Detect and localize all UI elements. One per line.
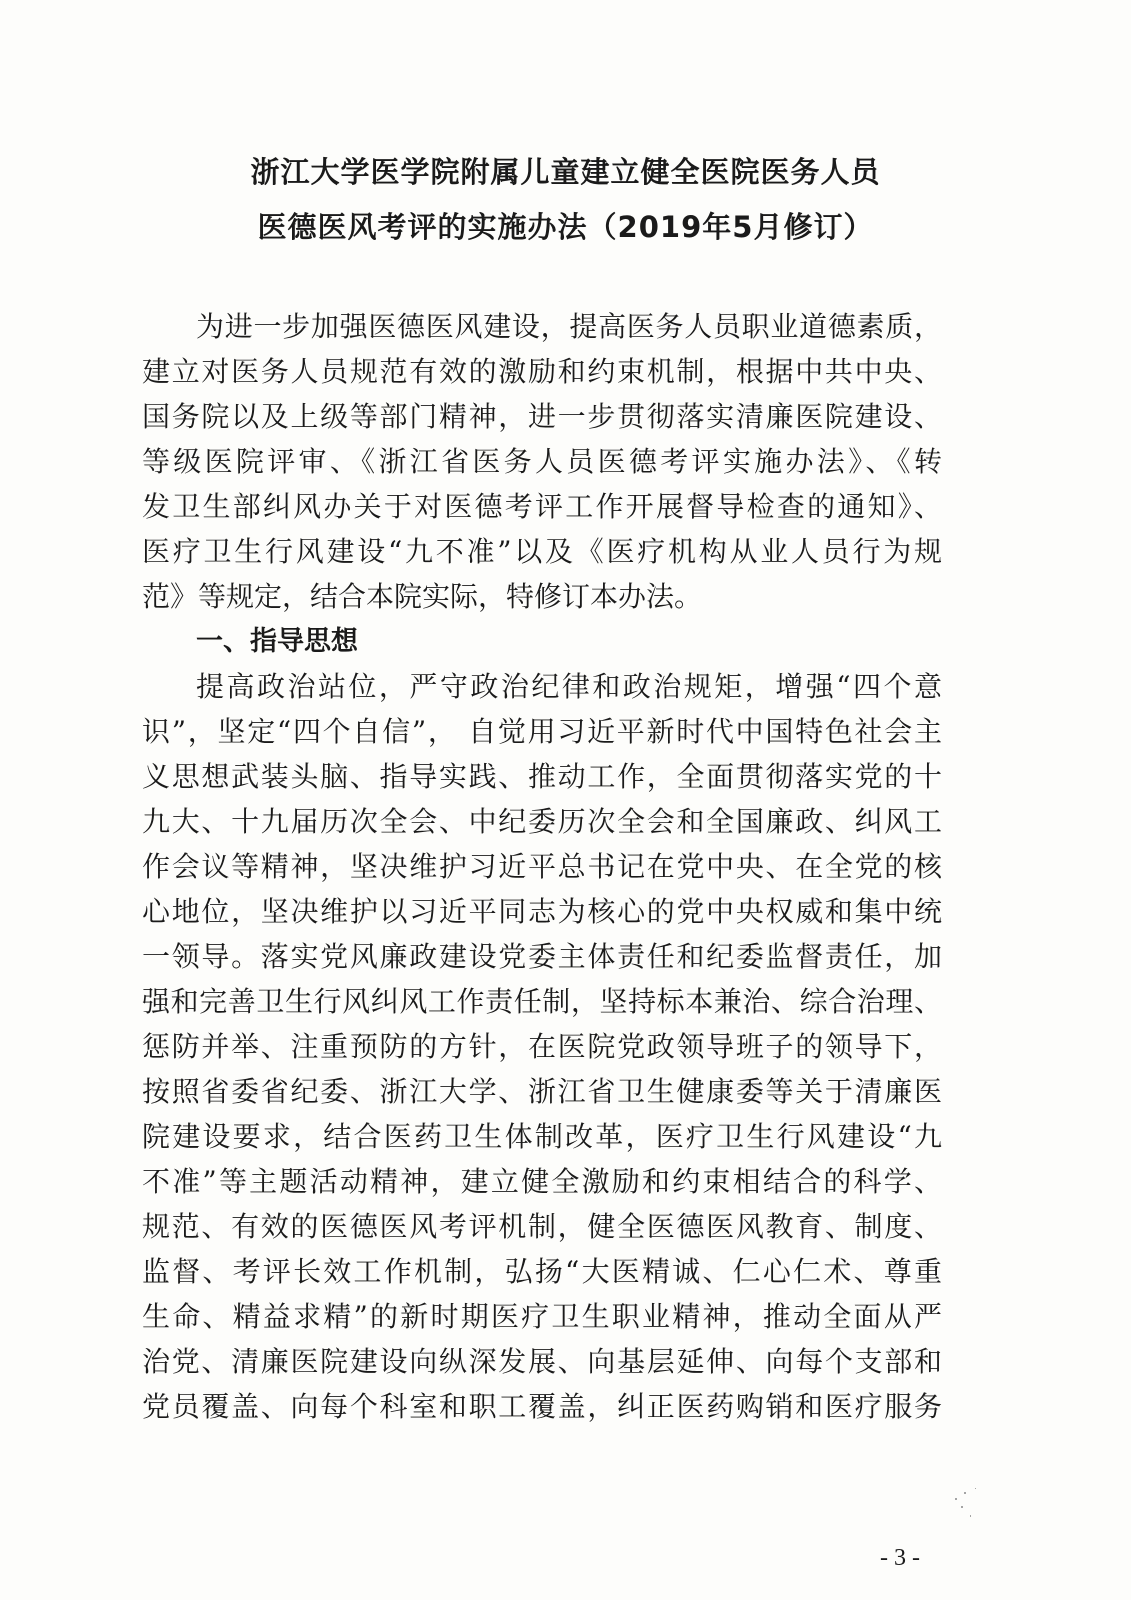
paragraph-line: 强和完善卫生行风纠风工作责任制，坚持标本兼治、综合治理、 bbox=[142, 985, 942, 1018]
paragraph-line: 为进一步加强医德医风建设，提高医务人员职业道德素质， bbox=[196, 310, 942, 343]
paragraph-line: 发卫生部纠风办关于对医德考评工作开展督导检查的通知》、 bbox=[142, 490, 942, 523]
paragraph-line: 不准”等主题活动精神，建立健全激励和约束相结合的科学、 bbox=[142, 1165, 942, 1198]
paragraph-line: 一领导。落实党风廉政建设党委主体责任和纪委监督责任，加 bbox=[142, 940, 942, 973]
section-heading: 一、指导思想 bbox=[196, 626, 358, 657]
paragraph-line: 按照省委省纪委、浙江大学、浙江省卫生健康委等关于清廉医 bbox=[142, 1075, 942, 1108]
paragraph-line: 监督、考评长效工作机制，弘扬“大医精诚、仁心仁术、尊重 bbox=[142, 1255, 942, 1288]
paragraph-line: 识”，坚定“四个自信”， 自觉用习近平新时代中国特色社会主 bbox=[142, 715, 942, 748]
paragraph-line: 生命、精益求精”的新时期医疗卫生职业精神，推动全面从严 bbox=[142, 1300, 942, 1333]
paragraph-line: 规范、有效的医德医风考评机制，健全医德医风教育、制度、 bbox=[142, 1210, 942, 1243]
paragraph-line: 党员覆盖、向每个科室和职工覆盖，纠正医药购销和医疗服务 bbox=[142, 1390, 942, 1423]
paragraph-line: 作会议等精神，坚决维护习近平总书记在党中央、在全党的核 bbox=[142, 850, 942, 883]
paragraph-line: 等级医院评审、《浙江省医务人员医德考评实施办法》、《转 bbox=[142, 445, 942, 478]
paragraph-line: 建立对医务人员规范有效的激励和约束机制，根据中共中央、 bbox=[142, 355, 942, 388]
document-title-line-1: 浙江大学医学院附属儿童建立健全医院医务人员 bbox=[250, 155, 881, 189]
document-title-line-2: 医德医风考评的实施办法（2019年5月修订） bbox=[257, 210, 874, 244]
paragraph-line: 范》等规定，结合本院实际，特修订本办法。 bbox=[142, 580, 703, 613]
paragraph-line: 提高政治站位，严守政治纪律和政治规矩，增强“四个意 bbox=[196, 670, 942, 703]
paragraph-line: 义思想武装头脑、指导实践、推动工作，全面贯彻落实党的十 bbox=[142, 760, 942, 793]
paragraph-line: 治党、清廉医院建设向纵深发展、向基层延伸、向每个支部和 bbox=[142, 1345, 942, 1378]
paragraph-line: 惩防并举、注重预防的方针，在医院党政领导班子的领导下， bbox=[142, 1030, 942, 1063]
paragraph-line: 心地位，坚决维护以习近平同志为核心的党中央权威和集中统 bbox=[142, 895, 942, 928]
paragraph-line: 九大、十九届历次全会、中纪委历次全会和全国廉政、纠风工 bbox=[142, 805, 942, 838]
page-number: - 3 - bbox=[880, 1545, 920, 1571]
paragraph-line: 院建设要求，结合医药卫生体制改革，医疗卫生行风建设“九 bbox=[142, 1120, 942, 1153]
paragraph-line: 医疗卫生行风建设“九不准”以及《医疗机构从业人员行为规 bbox=[142, 535, 942, 568]
paragraph-line: 国务院以及上级等部门精神，进一步贯彻落实清廉医院建设、 bbox=[142, 400, 942, 433]
